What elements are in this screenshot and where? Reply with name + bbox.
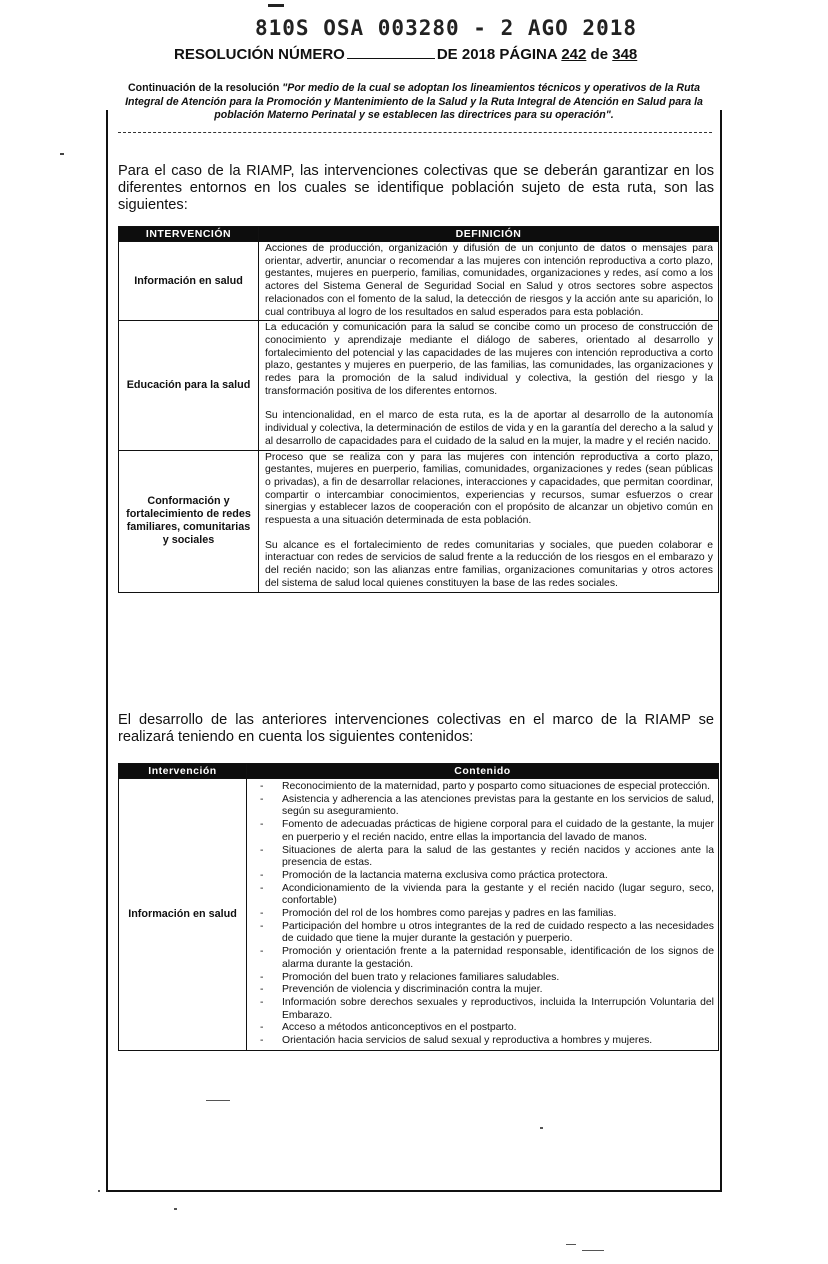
content-cell (247, 779, 719, 1051)
list-item (248, 997, 714, 1022)
bullet-mark: - (260, 793, 264, 805)
continuation-note (112, 82, 716, 123)
bullet-mark: - (260, 1022, 264, 1034)
bullet-mark: - (260, 971, 264, 983)
bullet-mark: - (260, 819, 264, 831)
list-item-text: Reconocimiento de la maternidad, parto y posparto como situaciones de especial protección. (282, 781, 710, 792)
list-item-text: Promoción de la lactancia materna exclusiva como práctica protectora. (282, 869, 608, 881)
margin-mark (60, 153, 64, 155)
bullet-mark: - (260, 920, 264, 932)
list-item (248, 870, 714, 883)
resolution-header (174, 46, 637, 63)
list-item (248, 921, 714, 946)
intervention-name: Conformación y fortalecimiento de redes familiares, comunitarias y sociales (119, 450, 259, 592)
dashed-divider (118, 132, 712, 133)
list-item (248, 781, 714, 794)
definition-cell (259, 321, 719, 450)
bullet-mark: - (260, 869, 264, 881)
scan-mark (174, 1208, 177, 1210)
definition-cell (259, 450, 719, 592)
list-item-text: Prevención de violencia y discriminación contra la mujer. (282, 984, 543, 996)
page-total: 348 (612, 46, 638, 63)
date-stamp: 810S OSA 003280 - 2 AGO 2018 (255, 16, 638, 40)
scan-mark (582, 1250, 604, 1251)
continuation-lead: Continuación de la resolución (128, 82, 280, 94)
list-item-text: Asistencia y adherencia a las atenciones previstas para la gestante en los servicios de salud, según su aseguramiento. (282, 793, 714, 818)
bullet-mark: - (260, 882, 264, 894)
intervention-name: Educación para la salud (119, 321, 259, 450)
bullet-mark: - (260, 908, 264, 920)
list-item-text: Acceso a métodos anticonceptivos en el postparto. (282, 1022, 517, 1034)
table-header-row (119, 227, 719, 242)
list-item (248, 819, 714, 844)
definition-text: Acciones de producción, organización y difusión de un conjunto de datos o mensajes para orientar, advertir, anunciar o recomendar a las mujeres con intención reproductiva a corto plazo, gestantes, mujeres en puerperio, familias, comunidades, organizaciones y redes, así como a los actores del Sistema General de Seguridad Social en Salud y otros sectores sobre aspectos relacionados con el fomento de la salud, la detección de riesgos y la acción ante su aparición, lo cual contribuya al logro de los resultados en salud esperados para esta población. (265, 243, 713, 318)
list-item (248, 845, 714, 870)
continuation-title: "Por medio de la cual se adoptan los lineamientos técnicos y operativos de la Ruta Integral de Atención para la Promoción y Mantenimiento de la Salud y la Ruta Integral de Atención en Salud para la población Materno Perinatal y se establecen las directrices para su operación". (125, 82, 703, 121)
table-row (119, 321, 719, 450)
number-blank (347, 46, 435, 59)
list-item-text: Promoción del rol de los hombres como parejas y padres en las familias. (282, 908, 617, 920)
table-header-row (119, 764, 719, 779)
resolution-number-label: RESOLUCIÓN NÚMERO (174, 46, 345, 63)
list-item-text: Participación del hombre u otros integrantes de la red de cuidado respecto a las necesidades de cuidado que tiene la mujer durante la gestación y puerperio. (282, 920, 714, 945)
definition-text: La educación y comunicación para la salud se concibe como un proceso de construcción de conocimiento y aprendizaje mediante el diálogo de saberes, orientado al desarrollo y fortalecimiento del potencial y las capacidades de las mujeres con intención reproductiva a corto plazo, gestantes y mujeres en puerperio, de las familias, las comunidades, las organizaciones y redes para la promoción de la salud individual y colectiva, la gestión del riesgo y la transformación positiva de los diferentes entornos. (265, 322, 713, 397)
list-item (248, 1022, 714, 1035)
year-page-label: DE 2018 PÁGINA (436, 46, 558, 63)
content-list (248, 780, 717, 1049)
bullet-mark: - (260, 984, 264, 996)
scan-mark (268, 4, 284, 7)
bullet-mark: - (260, 844, 264, 856)
list-item (248, 883, 714, 908)
definition-text: Proceso que se realiza con y para las mujeres con intención reproductiva a corto plazo, gestantes, mujeres en puerperio, familias, comunidades, organizaciones y redes (sean públicas o privadas), a fin de desarrollar relaciones, interacciones y capacidades, que permitan coordinar, compartir o intercambiar conocimientos, experiencias y recursos, sumar esfuerzos o crear sinergias y establecer lazos de cooperación con el propósito de alcanzar un objetivo común en respuesta a una situación determinada de esta población. (265, 451, 713, 527)
list-item-text: Acondicionamiento de la vivienda para la gestante y el recién nacido (lugar seguro, seco, confortable) (282, 882, 714, 907)
contents-table (118, 763, 719, 1051)
bullet-mark: - (260, 781, 264, 792)
list-item-text: Información sobre derechos sexuales y reproductivos, incluida la Interrupción Voluntaria del Embarazo. (282, 996, 714, 1021)
definition-text: Su intencionalidad, en el marco de esta ruta, es la de aportar al desarrollo de la autonomía individual y colectiva, la determinación de estilos de vida y en la garantía del derecho a la salud y al desarrollo de capacidades para el cuidado de la salud en la mujer, la madre y el recién nacido. (265, 410, 713, 447)
header-content: Contenido (247, 764, 719, 779)
interventions-table (118, 226, 719, 593)
list-item (248, 908, 714, 921)
header-intervention: INTERVENCIÓN (119, 227, 259, 242)
bullet-mark: - (260, 1035, 264, 1047)
page-of-label: de (590, 46, 609, 63)
bullet-mark: - (260, 996, 264, 1008)
intervention-name: Información en salud (119, 779, 247, 1051)
list-item-text: Promoción y orientación frente a la paternidad responsable, identificación de los signos de alarma durante la gestación. (282, 946, 714, 970)
scan-mark (566, 1244, 576, 1245)
intervention-name: Información en salud (119, 242, 259, 321)
list-item (248, 1035, 714, 1048)
table-row (119, 779, 719, 1051)
intro-paragraph: Para el caso de la RIAMP, las intervenciones colectivas que se deberán garantizar en los diferentes entornos en los cuales se identifique población sujeto de esta ruta, son las siguientes: (118, 163, 714, 213)
list-item (248, 984, 714, 997)
table-row (119, 450, 719, 592)
list-item-text: Orientación hacia servicios de salud sexual y reproductiva a hombres y mujeres. (282, 1035, 653, 1047)
list-item-text: Promoción del buen trato y relaciones familiares saludables. (282, 971, 560, 983)
scan-mark (206, 1100, 230, 1101)
definition-text: Su alcance es el fortalecimiento de redes comunitarias y sociales, que pueden colaborar e interactuar con redes de servicios de salud frente a la reducción de los riesgos en el embarazo y del recién nacido; son las alianzas entre familias, organizaciones comunitarias y otros actores del sistema de salud local quienes constituyen la base de las redes sociales. (265, 539, 713, 589)
contents-paragraph: El desarrollo de las anteriores intervenciones colectivas en el marco de la RIAMP se realizará teniendo en cuenta los siguientes contenidos: (118, 712, 714, 745)
table-row (119, 242, 719, 321)
definition-cell (259, 242, 719, 321)
header-definition: DEFINICIÓN (259, 227, 719, 242)
page-number: 242 (561, 46, 587, 63)
scan-mark (540, 1127, 543, 1129)
list-item (248, 794, 714, 819)
list-item-text: Situaciones de alerta para la salud de las gestantes y recién nacidos y acciones ante la presencia de estas. (282, 844, 714, 869)
header-intervention: Intervención (119, 764, 247, 779)
list-item (248, 946, 714, 971)
bullet-mark: - (260, 946, 264, 958)
scan-mark (98, 1190, 100, 1192)
list-item (248, 972, 714, 985)
list-item-text: Fomento de adecuadas prácticas de higiene corporal para el cuidado de la gestante, la mujer en puerperio y el recién nacido, entre ellas la importancia del lavado de manos. (282, 819, 714, 843)
